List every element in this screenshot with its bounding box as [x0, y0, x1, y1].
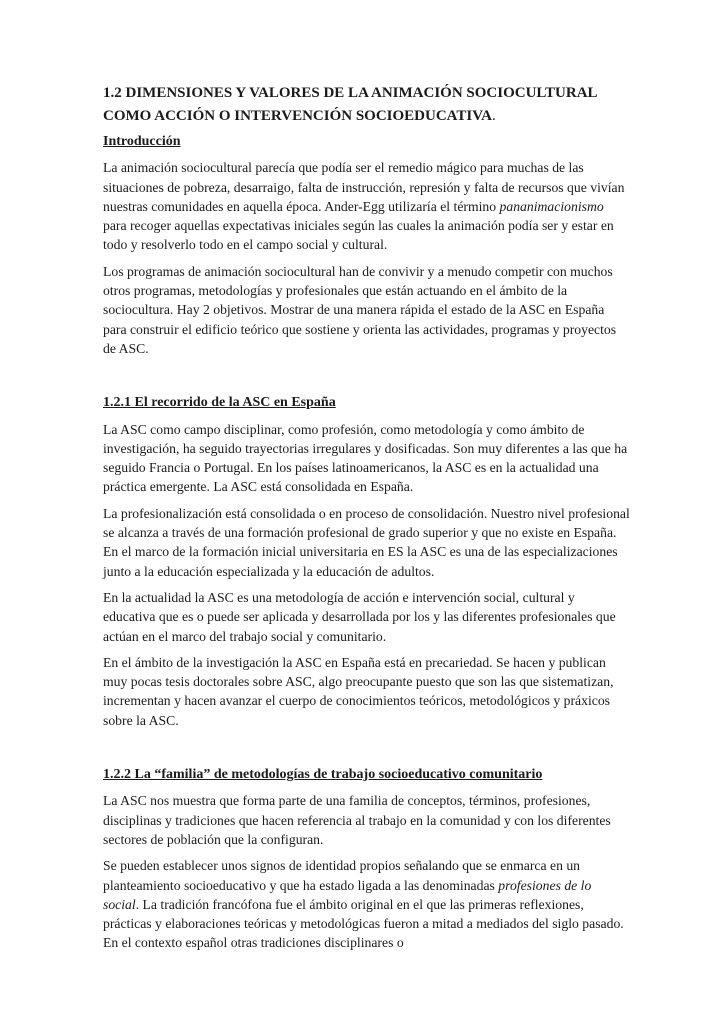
document-title-text: 1.2 DIMENSIONES Y VALORES DE LA ANIMACIÓN SOCIOCULTURAL COMO ACCIÓN O INTERVENCIÓN SOCIOEDUCATIVA [103, 85, 597, 124]
paragraph [103, 504, 630, 581]
document-content [103, 82, 630, 960]
text-run: En el ámbito de la investigación la ASC en España está en precariedad. Se hacen y publican muy pocas tesis doctorales sobre ASC, algo preocupante puesto que son las que sistematizan, incrementan y hacen avanzar el cuerpo de conocimientos teóricos, metodológicos y práxicos sobre la ASC. [103, 654, 614, 728]
text-run: La ASC nos muestra que forma parte de una familia de conceptos, términos, profesiones, disciplinas y tradiciones que hacen referencia al trabajo en la comunidad y con los diferentes sectores de población que la configuran. [103, 793, 611, 847]
paragraph [103, 420, 630, 497]
paragraph [103, 653, 630, 730]
italic-term: profesiones de lo social [103, 877, 592, 912]
section-heading: 1.2.2 La “familia” de metodologías de trabajo socioeducativo comunitario [103, 767, 543, 783]
text-run: La animación sociocultural parecía que podía ser el remedio mágico para muchas de las situaciones de pobreza, desarraigo, falta de instrucción, represión y falta de recursos que vivían nuestras comunidades en aquella época. Ander-Egg utilizaría el término [103, 160, 625, 214]
text-run: para recoger aquellas expectativas iniciales según las cuales la animación podía ser y estar en todo y resolverlo todo en el campo social y cultural. [103, 218, 614, 253]
text-run: La profesionalización está consolidada o en proceso de consolidación. Nuestro nivel profesional se alcanza a través de una formación profesional de grado superior y que no existe en España. En el marco de la formación inicial universitaria en ES la ASC es una de las especializaciones junto a la educación especializada y la educación de adultos. [103, 505, 630, 579]
document-title [103, 82, 608, 128]
section-heading: 1.2.1 El recorrido de la ASC en España [103, 395, 336, 411]
text-run: Los programas de animación sociocultural han de convivir y a menudo competir con muchos otros programas, metodologías y profesionales que están actuando en el ámbito de la sociocultura. Hay 2 objetivos. Mostrar de una manera rápida el estado de la ASC en España para construir el edificio teórico que sostiene y orienta las actividades, programas y proyectos de ASC. [103, 263, 617, 356]
italic-term: pananimacionismo [499, 198, 604, 214]
paragraph [103, 588, 630, 646]
text-run: La ASC como campo disciplinar, como profesión, como metodología y como ámbito de investigación, ha seguido trayectorias irregulares y dosificadas. Son muy diferentes a las que ha seguido Francia o Portugal. En los países latinoamericanos, la ASC es en la actualidad una práctica emergente. La ASC está consolidada en España. [103, 421, 628, 495]
text-run: . La tradición francófona fue el ámbito original en el que las primeras reflexiones, prácticas y elaboraciones teóricas y metodológicas fueron a mitad a mediados del siglo pasado. En el contexto español otras tradiciones disciplinares o [103, 896, 624, 951]
paragraph [103, 791, 630, 849]
paragraph [103, 856, 630, 952]
paragraph [103, 262, 630, 358]
paragraph [103, 158, 630, 254]
intro-heading: Introducción [103, 134, 181, 149]
document-title-period: . [491, 108, 496, 124]
document-body [103, 132, 630, 953]
text-run: En la actualidad la ASC es una metodología de acción e intervención social, cultural y educativa que es o puede ser aplicada y desarrollada por los y las diferentes profesionales que actúan en el marco del trabajo social y comunitario. [103, 589, 616, 644]
text-run: Se pueden establecer unos signos de identidad propios señalando que se enmarca en un planteamiento socioeducativo y que ha estado ligada a las denominadas [103, 858, 581, 893]
